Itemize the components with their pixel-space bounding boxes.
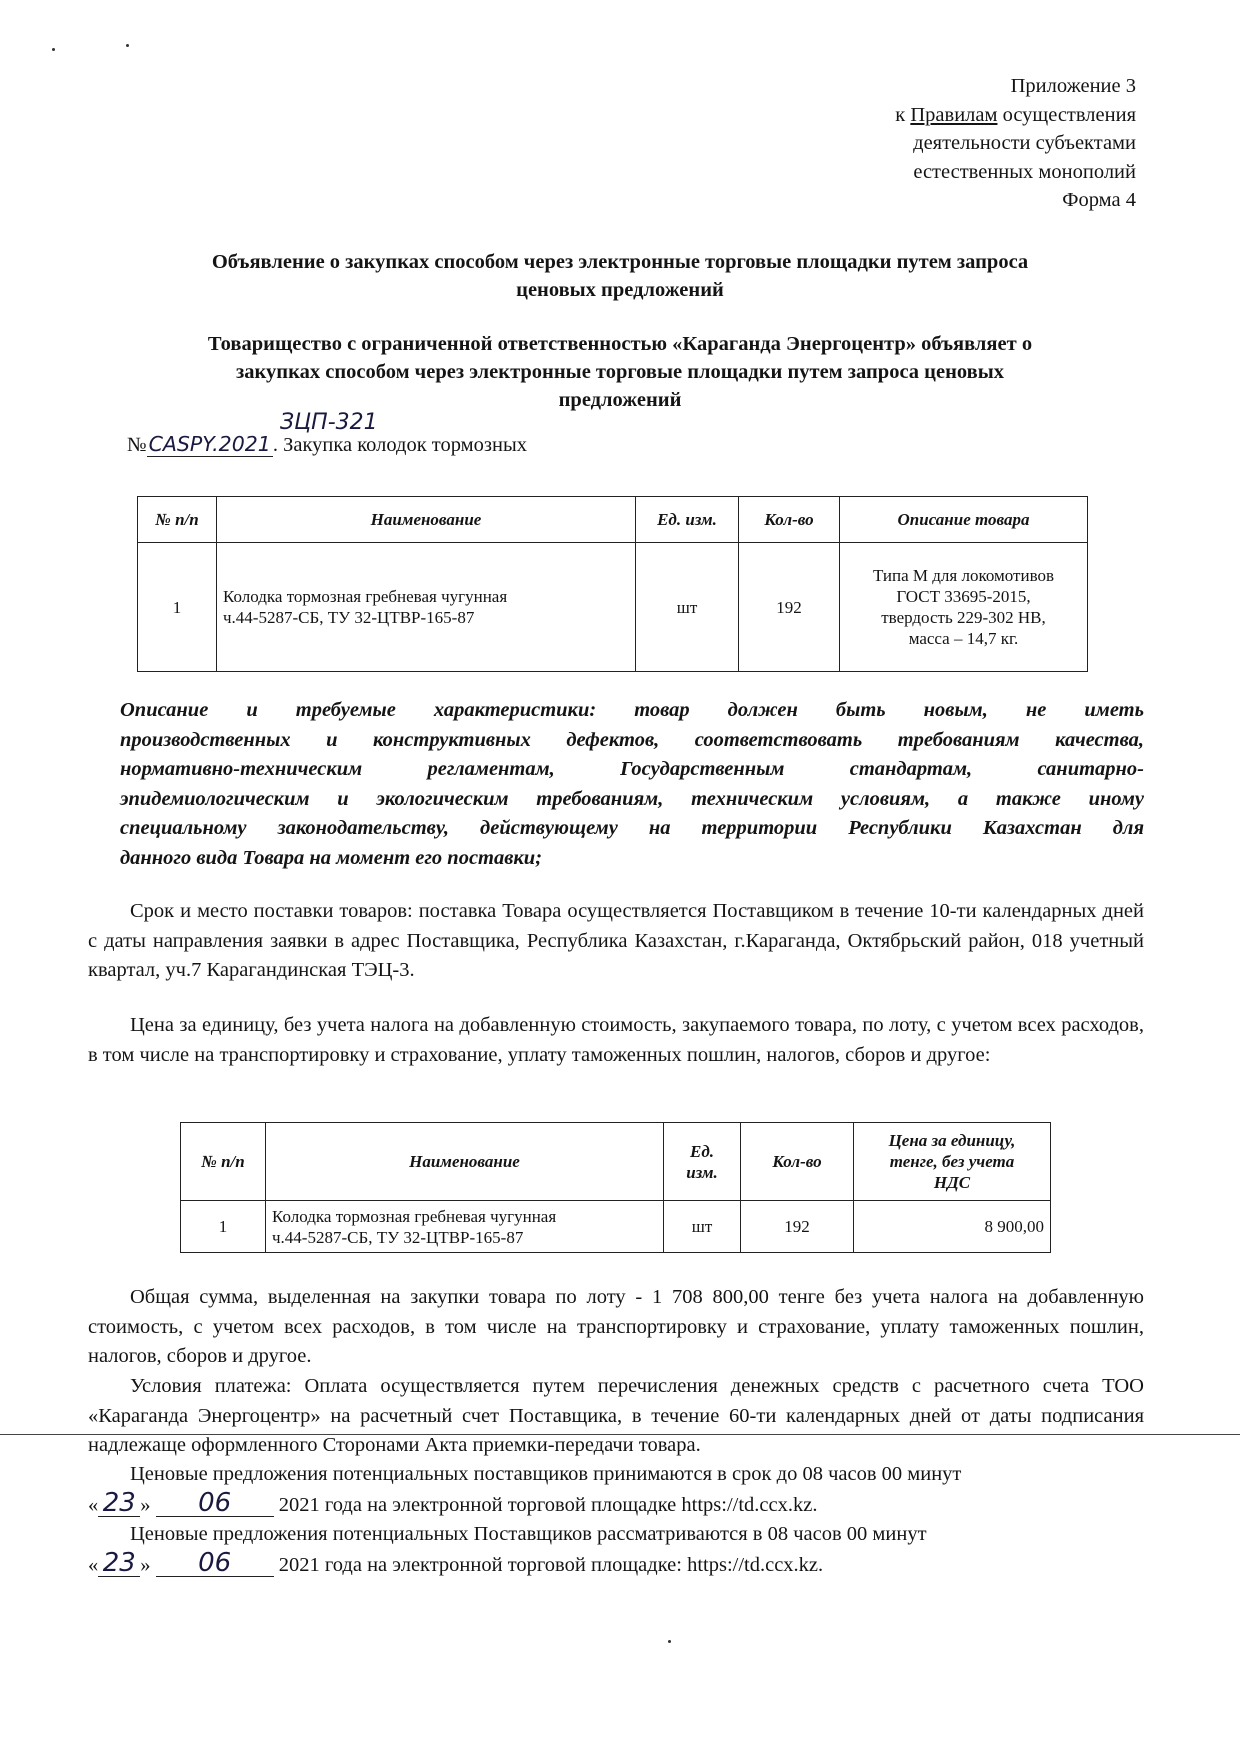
cell-price: 8 900,00 — [854, 1201, 1051, 1253]
lot-number: CASPY.2021 — [148, 432, 271, 456]
cell-qty: 192 — [741, 1201, 854, 1253]
goods-table — [137, 496, 1088, 672]
desc-line: твердость 229-302 НВ, — [881, 608, 1046, 627]
title-line: закупках способом через электронные торговые площадки путем запроса ценовых — [236, 361, 1004, 383]
header-price-line: тенге, без учета — [889, 1152, 1015, 1171]
req-line: Описание и требуемые характеристики: товар должен быть новым, не иметь — [120, 699, 1144, 721]
req-line: нормативно-техническим регламентам, Государственным стандартам, санитарно- — [120, 758, 1144, 780]
requirements-paragraph — [120, 696, 1144, 873]
header-name: Наименование — [217, 497, 636, 543]
header-unit-line: Ед. — [689, 1141, 715, 1161]
delivery-paragraph: Срок и место поставки товаров: поставка Товара осуществляется Поставщиком в течение 10-ти календарных дней с даты направления заявки в адрес Поставщика, Республика Казахстан, г.Караганда, Октябрьский район, 018 учетный квартал, уч.7 Карагандинская ТЭЦ-3. — [88, 900, 1144, 981]
table-row — [181, 1201, 1051, 1253]
cell-name — [266, 1201, 664, 1253]
offers-accept-rest: 2021 года на электронной торговой площадке https://td.ccx.kz. — [278, 1493, 818, 1516]
title-line: Объявление о закупках способом через электронные торговые площадки путем запроса — [211, 251, 1029, 273]
scan-fold-line — [0, 1434, 1240, 1435]
cell-qty: 192 — [739, 543, 840, 672]
name-line: ч.44-5287-СБ, ТУ 32-ЦТВР-165-87 — [223, 608, 475, 627]
req-line: специальному законодательству, действующему на территории Республики Казахстан для — [120, 817, 1144, 839]
payment-paragraph: Условия платежа: Оплата осуществляется путем перечисления денежных средств с расчетного счета ТОО «Караганда Энергоцентр» на расчетный счет Поставщика, в течение 60-ти календарных дней от даты подписания надлежаще оформленного Сторонами Акта приемки-передачи товара. — [88, 1375, 1144, 1456]
cell-unit: шт — [664, 1201, 741, 1253]
req-line: эпидемиологическим и экологическим требованиям, техническим условиям, а также иному — [120, 787, 1144, 810]
title-line: Товарищество с ограниченной ответственностью «Караганда Энергоцентр» объявляет о — [207, 333, 1033, 355]
header-unit: Ед. изм. — [636, 497, 739, 543]
form-number: Форма 4 — [1062, 189, 1136, 211]
day-handwritten: 23 — [98, 1490, 140, 1517]
announcement-title — [100, 248, 1140, 304]
total-paragraph: Общая сумма, выделенная на закупки товара по лоту - 1 708 800,00 тенге без учета налога на добавленную стоимость, с учетом всех расходов, в том числе на транспортировку и страхование, уплату таможенных пошлин, налогов, сборов и другое. — [88, 1286, 1144, 1367]
cell-num: 1 — [181, 1201, 266, 1253]
close-quote: » — [140, 1553, 151, 1576]
appendix-line: Приложение 3 — [1010, 75, 1136, 97]
name-line: Колодка тормозная гребневая чугунная — [223, 587, 508, 606]
desc-line: ГОСТ 33695-2015, — [896, 587, 1031, 606]
desc-line: масса – 14,7 кг. — [908, 629, 1019, 648]
name-line: Колодка тормозная гребневая чугунная — [272, 1206, 557, 1226]
header-price-line: Цена за единицу, — [888, 1131, 1016, 1150]
title-line: предложений — [558, 389, 682, 411]
header-unit — [664, 1123, 741, 1201]
offers-accept-date-line — [88, 1487, 1144, 1521]
name-line: ч.44-5287-СБ, ТУ 32-ЦТВР-165-87 — [272, 1227, 524, 1247]
appendix-block — [895, 72, 1136, 215]
scan-speck — [668, 1640, 671, 1643]
company-announcement — [100, 330, 1140, 414]
handwritten-lot-code: ЗЦП-321 — [280, 410, 378, 435]
offers-review-line: Ценовые предложения потенциальных Поставщиков рассматриваются в 08 часов 00 минут — [130, 1523, 927, 1545]
table-header-row — [138, 497, 1088, 543]
desc-line: Типа М для локомотивов — [872, 566, 1055, 585]
lot-title: . Закупка колодок тормозных — [272, 434, 527, 456]
cell-num: 1 — [138, 543, 217, 672]
req-line: данного вида Товара на момент его поставки; — [120, 846, 543, 869]
scan-speck — [126, 44, 129, 47]
table-header-row — [181, 1123, 1051, 1201]
appendix-suffix: осуществления — [997, 103, 1136, 126]
cell-description — [840, 543, 1088, 672]
header-name: Наименование — [266, 1123, 664, 1201]
offers-review-rest: 2021 года на электронной торговой площадке: https://td.ccx.kz. — [278, 1553, 824, 1576]
offers-accept-paragraph — [88, 1460, 1144, 1520]
header-num: № п/п — [181, 1123, 266, 1201]
appendix-prefix: к — [895, 103, 911, 126]
price-intro-paragraph: Цена за единицу, без учета налога на добавленную стоимость, закупаемого товара, по лоту, с учетом всех расходов, в том числе на транспортировку и страхование, уплату таможенных пошлин, налогов, сборов и другое: — [88, 1014, 1144, 1066]
header-unit-line: изм. — [686, 1162, 718, 1182]
cell-unit: шт — [636, 543, 739, 672]
offers-accept-line: Ценовые предложения потенциальных поставщиков принимаются в срок до 08 часов 00 минут — [130, 1463, 962, 1485]
appendix-line: деятельности субъектами — [913, 132, 1136, 154]
lot-line — [127, 432, 527, 457]
open-quote: « — [88, 1493, 99, 1516]
month-handwritten: 06 — [156, 1550, 274, 1577]
cell-name — [217, 543, 636, 672]
title-line: ценовых предложений — [516, 279, 724, 301]
appendix-line — [895, 101, 1136, 130]
month-handwritten: 06 — [156, 1490, 274, 1517]
header-price — [854, 1123, 1051, 1201]
price-table — [180, 1122, 1051, 1253]
offers-review-date-line — [88, 1547, 1144, 1581]
header-description: Описание товара — [840, 497, 1088, 543]
header-qty: Кол-во — [741, 1123, 854, 1201]
open-quote: « — [88, 1553, 99, 1576]
close-quote: » — [140, 1493, 151, 1516]
req-line: производственных и конструктивных дефектов, соответствовать требованиям качества, — [120, 728, 1144, 751]
table-row — [138, 543, 1088, 672]
header-num: № п/п — [138, 497, 217, 543]
header-qty: Кол-во — [739, 497, 840, 543]
offers-review-paragraph — [88, 1520, 1144, 1580]
number-sign: № — [127, 434, 147, 456]
header-price-line: НДС — [933, 1173, 971, 1192]
appendix-line: естественных монополий — [913, 160, 1136, 183]
scan-speck — [52, 48, 55, 51]
rules-link: Правилам — [910, 103, 998, 126]
day-handwritten: 23 — [98, 1550, 140, 1577]
